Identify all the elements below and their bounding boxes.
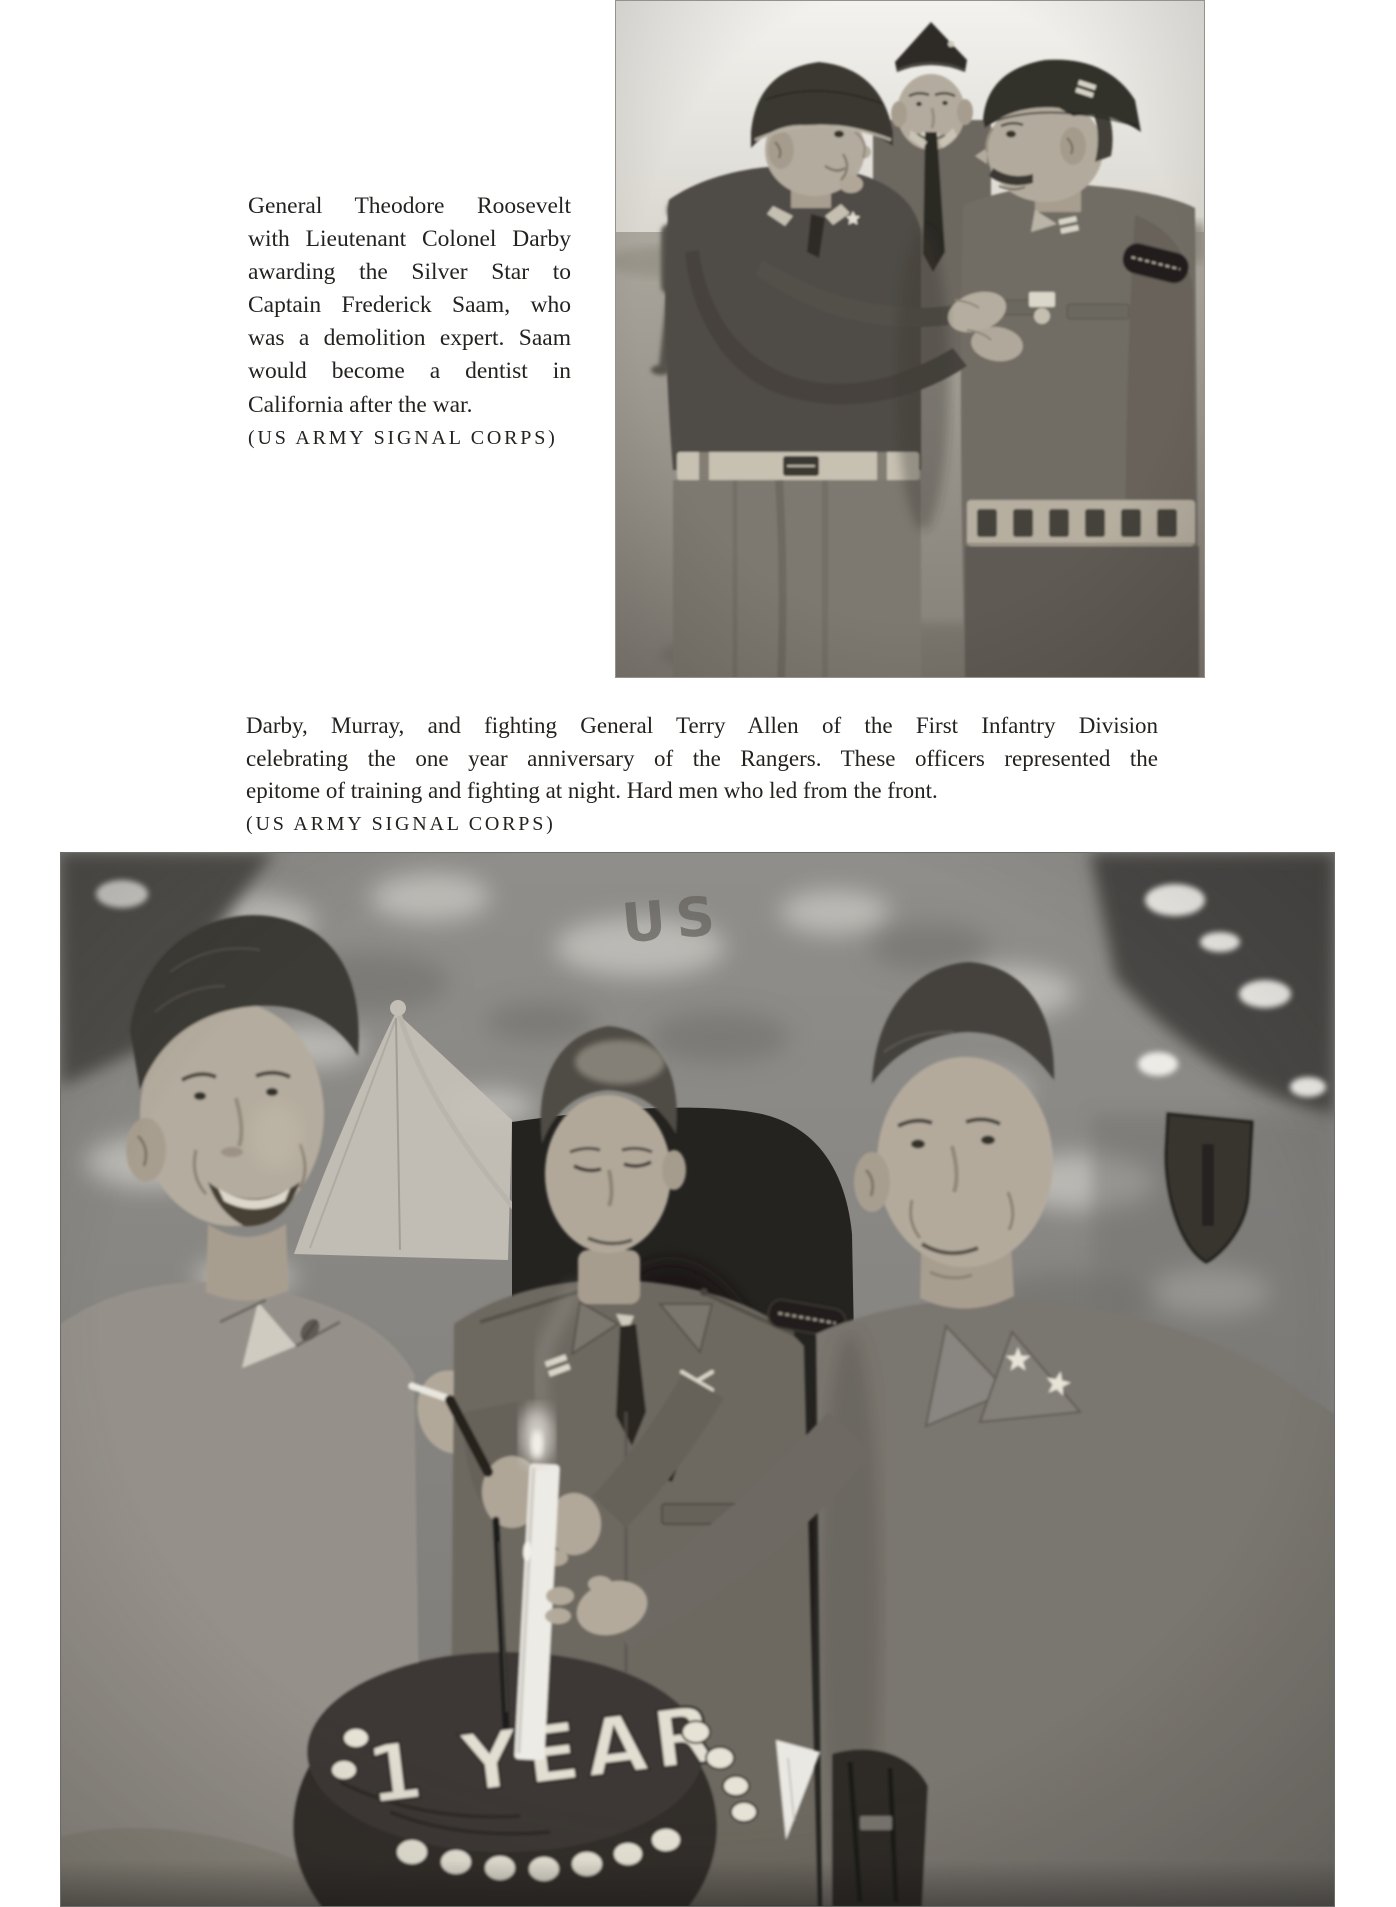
photo-anniversary-cake xyxy=(60,852,1335,1907)
caption-line: with Lieutenant Colonel Darby xyxy=(248,226,571,253)
caption-line: would become a dentist in xyxy=(248,358,571,385)
caption-credit: (US ARMY SIGNAL CORPS) xyxy=(248,426,558,449)
caption-line: epitome of training and fighting at night. Hard men who led from the front. xyxy=(246,778,938,804)
caption-credit: (US ARMY SIGNAL CORPS) xyxy=(246,813,556,836)
caption-line: Captain Frederick Saam, who xyxy=(248,292,571,319)
caption-anniversary xyxy=(246,710,1158,841)
caption-line: General Theodore Roosevelt xyxy=(248,193,571,219)
caption-line: California after the war. xyxy=(248,391,473,418)
caption-line: awarding the Silver Star to xyxy=(248,259,571,286)
caption-line: celebrating the one year anniversary of the Rangers. These officers represented the xyxy=(246,745,1158,771)
caption-line: was a demolition expert. Saam xyxy=(248,325,571,352)
photo-silver-star-ceremony xyxy=(615,0,1205,678)
photo-bottom-illustration xyxy=(60,852,1335,1907)
caption-silver-star xyxy=(248,190,571,455)
caption-line: Darby, Murray, and fighting General Terry Allen of the First Infantry Division xyxy=(246,713,1158,738)
photo-top-illustration xyxy=(615,0,1205,678)
